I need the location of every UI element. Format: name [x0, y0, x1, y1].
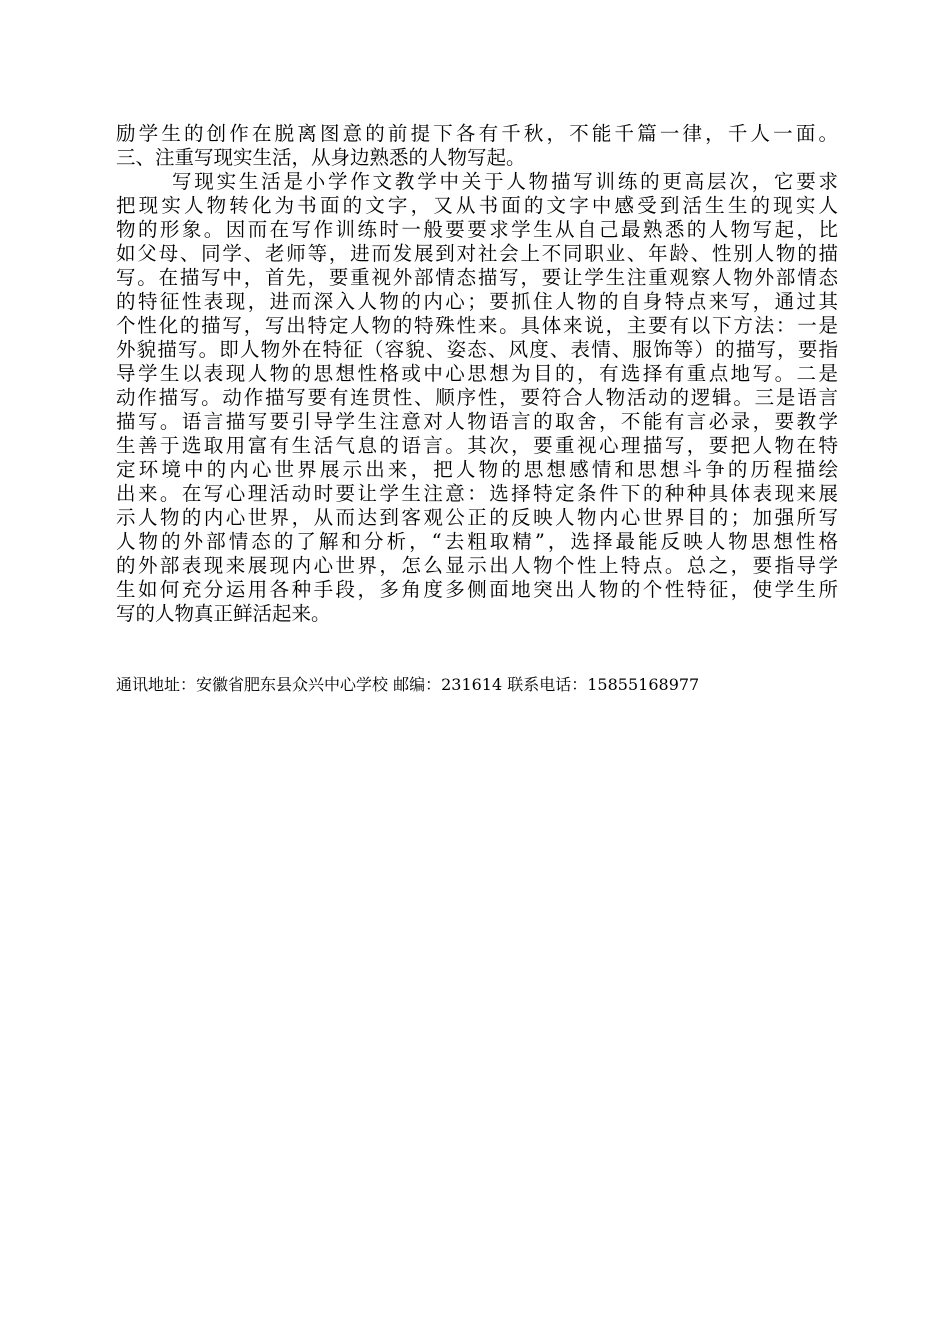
paragraph-line: 的特征性表现，进而深入人物的内心；要抓住人物的自身特点来写，通过其 — [116, 290, 838, 313]
paragraph-line: 外貌描写。即人物外在特征（容貌、姿态、风度、表情、服饰等）的描写，要指 — [116, 338, 838, 361]
document-body — [116, 122, 838, 626]
paragraph-line: 写的人物真正鲜活起来。 — [116, 602, 331, 625]
body-paragraph — [116, 170, 838, 626]
paragraph-line: 描写。语言描写要引导学生注意对人物语言的取舍，不能有言必录，要教学 — [116, 410, 838, 433]
paragraph-line: 的外部表现来展现内心世界，怎么显示出人物个性上特点。总之，要指导学 — [116, 554, 838, 577]
paragraph-line: 写现实生活是小学作文教学中关于人物描写训练的更高层次，它要求 — [172, 170, 838, 193]
paragraph-line: 人物的外部情态的了解和分析，“去粗取精”，选择最能反映人物思想性格 — [116, 530, 838, 553]
paragraph-line: 生善于选取用富有生活气息的语言。其次，要重视心理描写，要把人物在特 — [116, 434, 838, 457]
paragraph-line: 生如何充分运用各种手段，多角度多侧面地突出人物的个性特征，使学生所 — [116, 578, 838, 601]
paragraph-line: 示人物的内心世界，从而达到客观公正的反映人物内心世界目的；加强所写 — [116, 506, 838, 529]
section-heading: 三、注重写现实生活，从身边熟悉的人物写起。 — [116, 146, 526, 169]
paragraph-line: 如父母、同学、老师等，进而发展到对社会上不同职业、年龄、性别人物的描 — [116, 242, 838, 265]
paragraph-line: 个性化的描写，写出特定人物的特殊性来。具体来说，主要有以下方法：一是 — [116, 314, 838, 337]
paragraph-line: 励学生的创作在脱离图意的前提下各有千秋，不能千篇一律，千人一面。 — [116, 122, 838, 145]
paragraph-line: 物的形象。因而在写作训练时一般要要求学生从自己最熟悉的人物写起，比 — [116, 218, 838, 241]
paragraph-line: 写。在描写中，首先，要重视外部情态描写，要让学生注重观察人物外部情态 — [116, 266, 838, 289]
paragraph-line: 导学生以表现人物的思想性格或中心思想为目的，有选择有重点地写。二是 — [116, 362, 838, 385]
paragraph-line: 定环境中的内心世界展示出来，把人物的思想感情和思想斗争的历程描绘 — [116, 458, 838, 481]
contact-info: 通讯地址：安徽省肥东县众兴中心学校 邮编：231614 联系电话：15855168977 — [116, 675, 700, 694]
paragraph-line: 把现实人物转化为书面的文字，又从书面的文字中感受到活生生的现实人 — [116, 194, 838, 217]
paragraph-line: 出来。在写心理活动时要让学生注意：选择特定条件下的种种具体表现来展 — [116, 482, 838, 505]
paragraph-line: 动作描写。动作描写要有连贯性、顺序性，要符合人物活动的逻辑。三是语言 — [116, 386, 838, 409]
